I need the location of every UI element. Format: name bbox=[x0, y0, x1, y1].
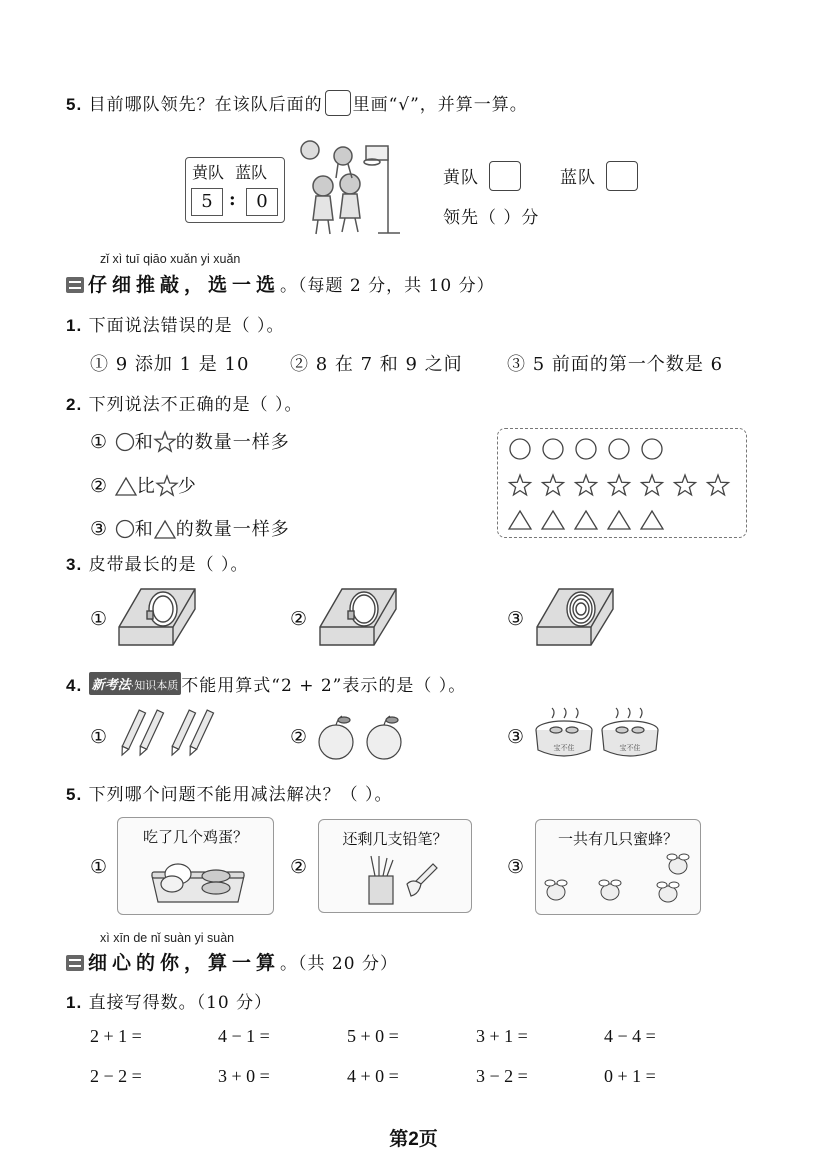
triangle-icon bbox=[509, 511, 531, 529]
triangle-icon bbox=[542, 511, 564, 529]
pencil-card-question: 还剩几支铅笔？ bbox=[342, 830, 448, 848]
blue-team-row: 蓝队 bbox=[560, 161, 638, 191]
belt-box-1-image[interactable] bbox=[117, 587, 197, 647]
star-icon bbox=[642, 475, 663, 495]
calc-item[interactable]: 5 + 0 = bbox=[347, 1026, 399, 1046]
star-icon bbox=[675, 475, 696, 495]
yellow-team-row: 黄队 bbox=[443, 161, 521, 191]
calc-item[interactable]: 0 + 1 = bbox=[604, 1066, 656, 1086]
scoreboard-team1: 黄队 bbox=[192, 163, 225, 182]
shapes-panel bbox=[497, 428, 747, 538]
triangle-icon bbox=[608, 511, 630, 529]
scoreboard-team2: 蓝队 bbox=[235, 163, 268, 182]
egg-card-question: 吃了几个鸡蛋？ bbox=[142, 828, 248, 846]
calc-item[interactable]: 3 − 2 = bbox=[476, 1066, 528, 1086]
bee-card-question: 一共有几只蜜蜂？ bbox=[557, 830, 678, 848]
bees-image bbox=[540, 850, 696, 912]
s2-q3-label-3[interactable]: ③ bbox=[507, 608, 525, 630]
yellow-check-box[interactable] bbox=[489, 161, 521, 191]
pencil-card[interactable] bbox=[318, 819, 472, 913]
star-icon bbox=[154, 431, 176, 453]
star-icon bbox=[543, 475, 564, 495]
s2-q1: 1. 下面说法错误的是（ ）。 bbox=[66, 316, 285, 336]
triangle-icon bbox=[154, 519, 176, 539]
s2-q1-option-3[interactable]: ③ 5 前面的第一个数是 6 bbox=[507, 354, 724, 375]
pencil-cup-image bbox=[363, 856, 443, 908]
s2-q3: 3. 皮带最长的是（ ）。 bbox=[66, 555, 249, 575]
s2-q4-label-3[interactable]: ③ bbox=[507, 726, 525, 748]
circle-icon bbox=[115, 519, 135, 539]
s2-q4-label-2[interactable]: ② bbox=[290, 726, 308, 748]
s2-q4-label-1[interactable]: ① bbox=[90, 726, 108, 748]
section3-pinyin: xì xīn de nǐ suàn yi suàn bbox=[100, 931, 235, 945]
star-icon bbox=[708, 475, 729, 495]
calc-item[interactable]: 3 + 1 = bbox=[476, 1026, 528, 1046]
star-icon bbox=[576, 475, 597, 495]
q5-top-line: 5. 目前哪队领先？在该队后面的 里画“√”，并算一算。 bbox=[66, 90, 528, 116]
egg-tray-image bbox=[148, 856, 248, 908]
shapes-figure bbox=[498, 429, 746, 537]
blue-check-box[interactable] bbox=[606, 161, 638, 191]
bowl-label: 宝不住 bbox=[553, 744, 575, 752]
s2-q1-option-2[interactable]: ② 8 在 7 和 9 之间 bbox=[290, 354, 463, 375]
circle-icon bbox=[642, 439, 662, 459]
triangle-icon bbox=[575, 511, 597, 529]
s2-q2: 2. 下列说法不正确的是（ ）。 bbox=[66, 395, 303, 415]
s2-q5-label-3[interactable]: ③ bbox=[507, 856, 525, 878]
calc-item[interactable]: 2 − 2 = bbox=[90, 1066, 142, 1086]
s2-q4: 4. 新考法·知识本质 不能用算式“2 + 2”表示的是（ ）。 bbox=[66, 671, 466, 696]
s2-q3-label-1[interactable]: ① bbox=[90, 608, 108, 630]
s2-q2-option-1[interactable]: ① 和 的数量一样多 bbox=[90, 431, 290, 453]
circle-icon bbox=[609, 439, 629, 459]
new-method-badge: 新考法·知识本质 bbox=[89, 672, 182, 695]
list-icon bbox=[66, 277, 84, 293]
s2-q5: 5. 下列哪个问题不能用减法解决？（ ）。 bbox=[66, 785, 393, 805]
calc-item[interactable]: 4 − 4 = bbox=[604, 1026, 656, 1046]
s2-q1-option-1[interactable]: ① 9 添加 1 是 10 bbox=[90, 354, 250, 375]
s2-q2-option-2[interactable]: ② 比 少 bbox=[90, 475, 197, 497]
calc-item[interactable]: 3 + 0 = bbox=[218, 1066, 270, 1086]
check-box[interactable] bbox=[325, 90, 351, 116]
bee-card[interactable] bbox=[535, 819, 701, 915]
section2-title: 仔细推敲，选一选 bbox=[88, 274, 281, 296]
triangle-icon bbox=[115, 476, 137, 496]
s2-q2-option-3[interactable]: ③ 和 的数量一样多 bbox=[90, 518, 290, 540]
apples-image[interactable] bbox=[316, 712, 406, 762]
circle-icon bbox=[543, 439, 563, 459]
calc-item[interactable]: 2 + 1 = bbox=[90, 1026, 142, 1046]
scoreboard: 黄队 蓝队 5 : 0 bbox=[185, 157, 285, 223]
page-number: 第2页 bbox=[389, 1129, 438, 1150]
triangle-icon bbox=[641, 511, 663, 529]
list-icon bbox=[66, 955, 84, 971]
section2-pinyin: zǐ xì tuī qiāo xuǎn yi xuǎn bbox=[100, 252, 241, 266]
score-blue: 0 bbox=[246, 188, 278, 216]
bowl-label: 宝不住 bbox=[619, 744, 641, 752]
s2-q5-label-2[interactable]: ② bbox=[290, 856, 308, 878]
calc-item[interactable]: 4 − 1 = bbox=[218, 1026, 270, 1046]
star-icon bbox=[156, 475, 178, 497]
s2-q3-label-2[interactable]: ② bbox=[290, 608, 308, 630]
s3-q1: 1. 直接写得数。（10 分） bbox=[66, 993, 273, 1013]
section3-heading bbox=[66, 948, 398, 975]
score-yellow: 5 bbox=[191, 188, 223, 216]
section2-note: 。（每题 2 分，共 10 分） bbox=[280, 276, 495, 296]
section2-heading bbox=[66, 270, 495, 297]
belt-box-2-image[interactable] bbox=[318, 587, 398, 647]
calc-item[interactable]: 4 + 0 = bbox=[347, 1066, 399, 1086]
section3-note: 。（共 20 分） bbox=[280, 954, 398, 974]
belt-box-3-image[interactable] bbox=[535, 587, 615, 647]
basketball-kids-image bbox=[288, 138, 408, 238]
star-icon bbox=[510, 475, 531, 495]
circle-icon bbox=[115, 432, 135, 452]
section3-title: 细心的你，算一算 bbox=[88, 952, 281, 974]
bowls-image[interactable] bbox=[534, 708, 669, 766]
pencils-image[interactable] bbox=[118, 708, 218, 760]
circle-icon bbox=[510, 439, 530, 459]
lead-answer[interactable]: 领先（ ）分 bbox=[443, 208, 540, 228]
star-icon bbox=[609, 475, 630, 495]
s2-q5-label-1[interactable]: ① bbox=[90, 856, 108, 878]
circle-icon bbox=[576, 439, 596, 459]
egg-card[interactable] bbox=[117, 817, 274, 915]
